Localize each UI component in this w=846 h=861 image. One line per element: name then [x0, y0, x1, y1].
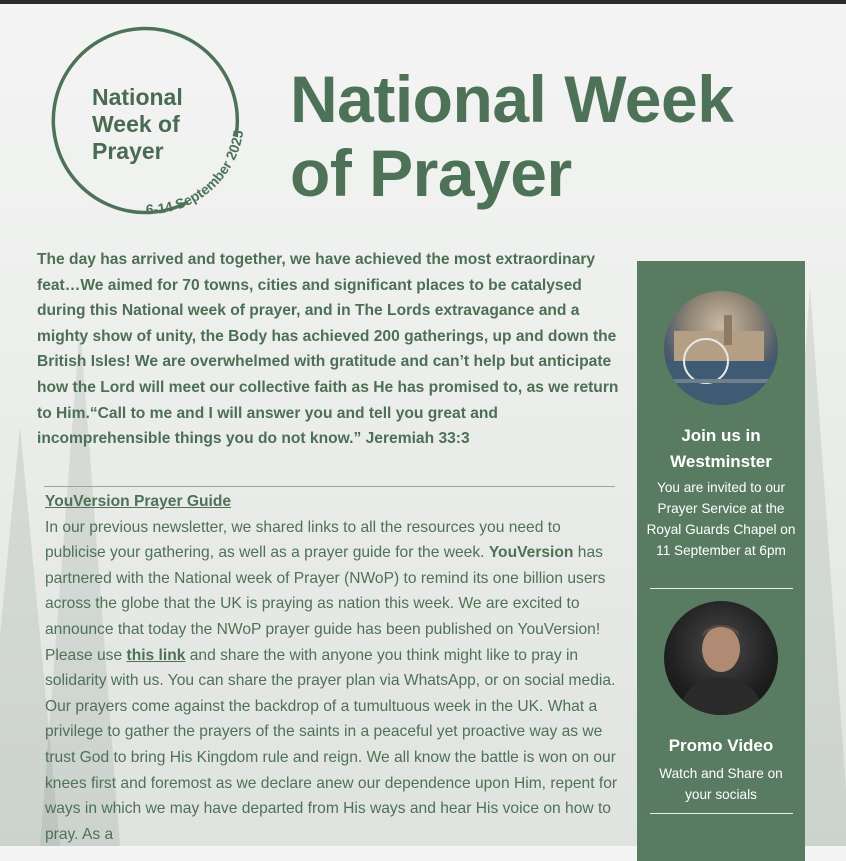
- body-text: has partnered with the National week of Prayer (NWoP) to remind its one billion users across the globe that the UK is praying as nation this week. We are excited to announce that today the NWoP prayer guide has been published on YouVersion! Please use: [45, 544, 606, 664]
- top-bar: [0, 0, 846, 4]
- body-text: In our previous newsletter, we shared links to all the resources you need to publicise your gathering, as well as a prayer guide for the week.: [45, 518, 561, 562]
- promo-video-thumbnail[interactable]: [664, 601, 778, 715]
- sidebar-divider: [650, 813, 793, 814]
- youversion-strong: YouVersion: [488, 544, 574, 562]
- section-heading: YouVersion Prayer Guide: [45, 493, 232, 510]
- section-body: [45, 515, 620, 848]
- logo-line: National: [92, 84, 183, 110]
- divider: [44, 486, 615, 487]
- page-title: [290, 62, 733, 210]
- westminster-title: Join us in Westminster: [670, 426, 772, 471]
- westminster-photo: [664, 291, 778, 405]
- youversion-section: [45, 489, 620, 847]
- title-line: National Week: [290, 62, 734, 136]
- promo-video-title[interactable]: Promo Video: [668, 736, 774, 755]
- logo-wordmark: [92, 84, 183, 165]
- sidebar-divider: [650, 588, 793, 589]
- body-text: and share the with anyone you think might like to pray in solidarity with us. You can share the prayer plan via WhatsApp, or on social media. Our prayers come against the backdrop of a tumultuous week in the UK. What a privilege to gather the prayers of the saints in a peaceful yet proactive way as we trust God to bring His Kingdom rule and reign. We all know the battle is won on our knees first and foremost as we declare anew our dependence upon Him, repent for ways in which we may have departed from His ways and hear His voice on how to pray. As a: [45, 646, 618, 843]
- sidebar: [637, 261, 805, 861]
- logo-line: Prayer: [92, 138, 164, 164]
- westminster-text: You are invited to our Prayer Service at the Royal Guards Chapel on 11 September at 6pm: [646, 480, 796, 558]
- logo-dates: 6-14 September 2025: [145, 128, 247, 218]
- title-line: of Prayer: [290, 136, 572, 210]
- promo-video-text: Watch and Share on your socials: [659, 766, 783, 802]
- prayer-guide-link[interactable]: this link: [126, 646, 186, 664]
- logo-line: Week of: [92, 111, 180, 137]
- intro-paragraph: The day has arrived and together, we have achieved the most extraordinary feat…We aimed for 70 towns, cities and significant places to be catalysed during this National week of prayer, and in The Lords extravagance and a mighty show of unity, the Body has achieved 200 gatherings, up and down the British Isles! We are overwhelmed with gratitude and can’t help but anticipate how the Lord will meet our collective faith as He has promised to, as we return to Him.“Call to me and I will answer you and tell you great and incomprehensible things you do not know.” Jeremiah 33:3: [37, 251, 619, 448]
